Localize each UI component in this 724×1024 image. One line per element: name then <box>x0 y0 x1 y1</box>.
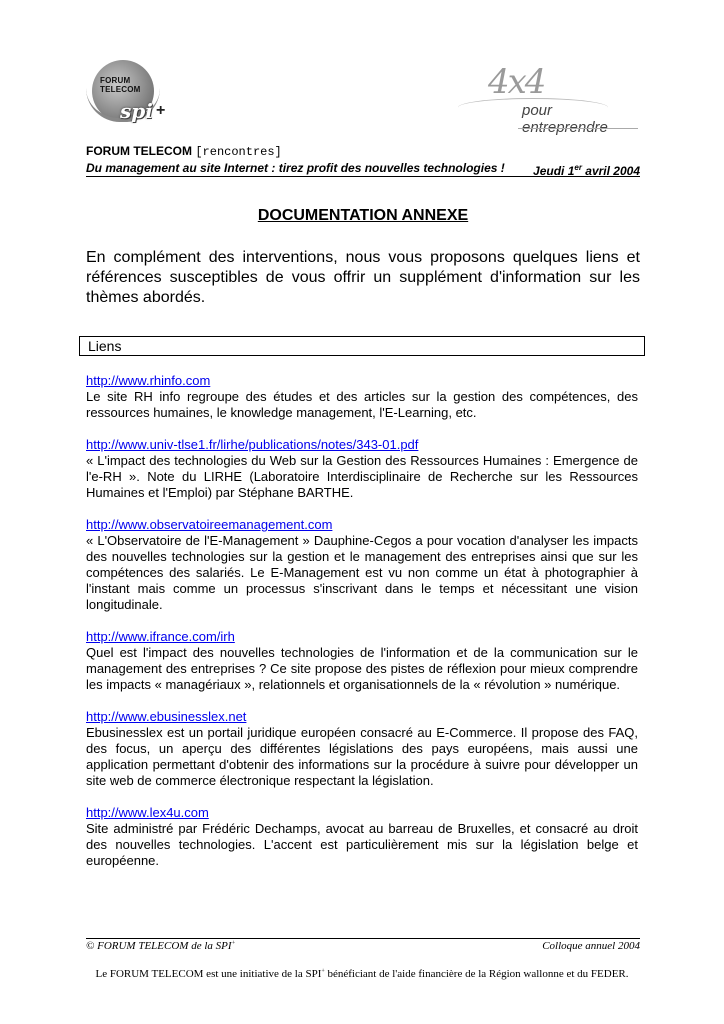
header-tag: [rencontres] <box>195 145 282 159</box>
header-date-suffix: avril 2004 <box>581 164 640 178</box>
page-title: DOCUMENTATION ANNEXE <box>257 207 469 224</box>
header-subtitle: Du management au site Internet : tirez profit des nouvelles technologies ! <box>86 161 505 175</box>
link-description: Le site RH info regroupe des études et des articles sur la gestion des compétences, des ressources humaines, le knowledge management, l'E-Learning, etc. <box>86 389 638 420</box>
header-date-sup: er <box>574 163 582 172</box>
link-entry <box>86 517 638 613</box>
link-entry <box>86 805 638 869</box>
header-date-prefix: Jeudi 1 <box>533 164 575 178</box>
link-entry <box>86 437 638 501</box>
section-heading-box <box>79 336 645 356</box>
pour-entreprendre-logo <box>458 62 640 136</box>
section-heading-label: Liens <box>88 338 122 354</box>
link-url[interactable]: http://www.univ-tlse1.fr/lirhe/publications/notes/343-01.pdf <box>86 437 419 452</box>
intro-paragraph: En complément des interventions, nous vous proposons quelques liens et références susceptibles de vous offrir un supplément d'information sur les thèmes abordés. <box>86 249 640 306</box>
footer-divider <box>86 938 640 939</box>
link-description: « L'Observatoire de l'E-Management » Dauphine-Cegos a pour vocation d'analyser les impacts des nouvelles technologies sur la gestion et le management des entreprises ainsi que sur les compétences des salariés. Le E-Management est vu non comme un état à photographier à l'instant mais comme un processus s'inscrivant dans le temps et nécessitant une vision longitudinale. <box>86 533 638 612</box>
header-org: FORUM TELECOM <box>86 144 192 158</box>
logo-text-forum: FORUM <box>100 76 131 85</box>
footer-note-sup: + <box>321 968 325 975</box>
logo-4x4-tagline: pour entreprendre <box>522 102 608 136</box>
footer-copyright-sup: + <box>231 940 236 947</box>
link-description: Ebusinesslex est un portail juridique européen consacré au E-Commerce. Il propose des FAQ, des focus, un aperçu des différentes législations des pays européens, mais aussi une application permettant d'obtenir des informations sur la procédure à suivre pour développer un site web de commerce électronique respectant la législation. <box>86 725 638 788</box>
links-list <box>86 373 638 885</box>
link-url[interactable]: http://www.ifrance.com/irh <box>86 629 235 644</box>
logo-4x4-rule <box>518 128 638 129</box>
link-url[interactable]: http://www.lex4u.com <box>86 805 209 820</box>
link-entry <box>86 709 638 789</box>
forum-telecom-logo <box>86 58 182 128</box>
footer-event: Colloque annuel 2004 <box>542 940 640 952</box>
link-url[interactable]: http://www.ebusinesslex.net <box>86 709 247 724</box>
footer-note <box>0 968 724 980</box>
footer-copyright-text: © FORUM TELECOM de la SPI <box>86 940 232 952</box>
link-entry <box>86 373 638 421</box>
link-entry <box>86 629 638 693</box>
header-line-org <box>86 143 640 160</box>
logo-text-spi: spi <box>120 99 153 123</box>
link-description: Quel est l'impact des nouvelles technologies de l'information et de la communication sur le management des entreprises ? Ce site propose des pistes de réflexion pour mieux comprendre les impacts « managériaux », relationnels et organisationnels de la « révolution » numérique. <box>86 645 638 692</box>
logo-4x4-mark: 4x4 <box>488 62 545 102</box>
footer-note-after: bénéficiant de l'aide financière de la Région wallonne et du FEDER. <box>324 968 629 980</box>
footer-note-before: Le FORUM TELECOM est une initiative de la SPI <box>95 968 322 980</box>
document-header <box>86 143 640 179</box>
logo-text-plus: + <box>156 102 166 119</box>
link-description: « L'impact des technologies du Web sur la Gestion des Ressources Humaines : Emergence de l'e-RH ». Note du LIRHE (Laboratoire Interdisciplinaire de Recherche sur les Ressources Humaines et l'Emploi) par Stéphane BARTHE. <box>86 453 638 500</box>
footer-copyright <box>86 940 236 952</box>
footer-row <box>86 940 640 952</box>
link-description: Site administré par Frédéric Dechamps, avocat au barreau de Bruxelles, et consacré au droit des nouvelles technologies. L'accent est particulièrement mis sur la législation belge et européenne. <box>86 821 638 868</box>
link-url[interactable]: http://www.rhinfo.com <box>86 373 211 388</box>
header-divider <box>86 176 640 177</box>
link-url[interactable]: http://www.observatoireemanagement.com <box>86 517 333 532</box>
logo-text-telecom: TELECOM <box>100 85 141 94</box>
